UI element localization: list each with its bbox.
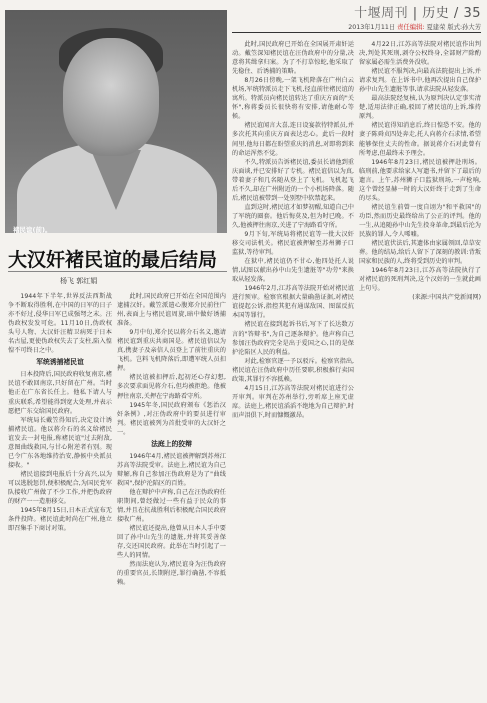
article-paragraph: 1946年2月,江苏高等法院开始对褚民谊进行预审。检察官根据大量确凿证据,对褚民谊提起公诉,指控其犯有通谋敌国、图谋反抗本国等罪行。 (232, 285, 354, 320)
article-paragraph: 1946年8月23日,江苏高等法院执行了对褚民谊的死刑判决,这个汉奸的一生就此画上句号。 (359, 267, 481, 293)
text-column-3 (232, 40, 354, 698)
portrait-photo (5, 10, 227, 233)
issue-date: 2013年1月11日 (348, 24, 396, 31)
article-paragraph: 褚民谊被扣押后,起初还心存幻想,多次要求面见蒋介石,但均被拒绝。他被押往南京,关押在宁海路看守所。 (117, 374, 226, 400)
editor-label: 责任编辑: (397, 24, 425, 31)
article-paragraph: 褚民谊还提出,他曾从日本人手中要回了孙中山先生的遗脏,并将其妥善保存,交还国民政府。此举在当时引起了一些人的同情。 (117, 525, 226, 560)
article-paragraph: 褚民谊接到电报后十分高兴,以为可以逃脱惩罚,便积极配合,为国民党军队接收广州做了不少工作,并把伪政府的财产一一造册移交。 (8, 470, 112, 506)
section-heading: 法庭上的狡辩 (151, 439, 192, 448)
article-byline: 杨飞 郭红娟 (60, 277, 98, 285)
page-divider: / (453, 6, 459, 21)
article-paragraph: 4月22日,江苏高等法院对褚民谊作出判决,判处其死刑,剥夺公权终身,全部财产除酌留家属必需生活费外没收。 (359, 41, 481, 67)
article-paragraph: 9月中旬,郑介民以蒋介石名义,邀请褚民谊到重庆共商国是。褚民谊信以为真,携妻子及亲信人员登上了前往重庆的飞机。岂料飞机降落后,即遭军统人员扣押。 (117, 329, 226, 373)
article-paragraph: 褚民谊伏法后,其遗体由家属领回,草草安葬。他的结局,给后人留下了深刻的教训:背叛国家和民族的人,终将受到历史的审判。 (359, 240, 481, 266)
page-header (348, 2, 481, 31)
article-paragraph: 9月下旬,军统局将褚民谊等一批大汉奸移交司法机关。褚民谊被押解至苏州狮子口监狱,等待审判。 (232, 230, 354, 257)
source-note: (来源:中国共产党新闻网) (412, 294, 481, 302)
header-meta (348, 22, 481, 31)
article-paragraph: 褚民谊不服判决,向最高法院提出上诉,并请求复判。在上诉书中,他再次提出自己保护孙中山先生遗脏等事,请求法院从轻发落。 (359, 68, 481, 94)
article-paragraph: 1944年下半年,世界反法西斯战争不断取得胜利,在中国的日军的日子亦不好过,侵华日军已成强弩之末。汪伪政权发发可危。11月10日,伪政权头号人物、大汉奸汪精卫病死于日本名古屋,更使伪政权失去了支柱,陷入惶惶不可终日之中。 (8, 293, 112, 355)
text-column-1 (8, 292, 112, 698)
text-column-2 (117, 292, 226, 698)
section-name: 历史 (422, 6, 450, 21)
header-title (348, 2, 481, 21)
article-paragraph: 4月15日,江苏高等法院对褚民谊进行公开审判。审判在苏州举行,旁听席上座无虚席。法庭上,褚民谊滔滔不绝地为自己辩护,时而声泪俱下,时而慷慨激昂。 (232, 384, 354, 419)
header-divider (232, 32, 481, 33)
photo-caption: 褚民谊(前)。 (13, 226, 52, 233)
article-paragraph: 在狱中,褚民谊仍不甘心,他四处托人说情,试图以献出孙中山先生遗脏等"功劳"来换取从轻发落。 (232, 258, 354, 284)
article-paragraph: 1945年8月15日,日本正式宣布无条件投降。褚民谊此时尚在广州,他立即召集手下商讨对策。 (8, 507, 112, 533)
article-paragraph: 直到这时,褚民谊才如梦初醒,知道自己中了军统的圈套。他后悔莫及,但为时已晚。不久,他被押往南京,关进了宁海路看守所。 (232, 203, 354, 229)
article-paragraph: 1945年冬,国民政府颁布《惩治汉奸条例》,对汪伪政府中的要员进行审判。褚民谊被列为首批受审的大汉奸之一。 (117, 401, 226, 436)
article-paragraph: 1946年4月,褚民谊被押解到苏州江苏高等法院受审。法庭上,褚民谊为自己辩解,称自己参加汪伪政府是为了"曲线救国",保护沦陷区的百姓。 (117, 452, 226, 487)
article-paragraph: 最高法院经复核,认为原判决认定事实清楚,适用法律正确,驳回了褚民谊的上诉,维持原判。 (359, 95, 481, 121)
article-paragraph: 褚民谊生前曾一度自诩为"和平救国"的功臣,然而历史最终给出了公正的评判。他的一生,从追随孙中山先生投身革命,到最后沦为民族的罪人,令人唏嘘。 (359, 203, 481, 238)
article-paragraph: 此时,国民政府已开始在全国范围内逮捕汉奸。戴笠派遣心腹郑介民前往广州,表面上与褚民谊周旋,暗中做好诱捕准备。 (117, 293, 226, 328)
article-paragraph: 然而法庭认为,褚民谊身为汪伪政府的重要官员,长期附逆,罪行确凿,不容抵赖。 (117, 561, 226, 587)
article-paragraph: 褚民谊得知消息后,终日惶恐不安。他的妻子陈舜贞四处奔走,托人向蒋介石求情,希望能够保住丈夫的性命。据说蒋介石对此曾有所考虑,但最终未予理会。 (359, 122, 481, 157)
article-paragraph: 褚民谊在接到起诉书后,写下了长达数万言的"答辩书",为自己逐条辩护。他声称自己参加汪伪政府完全是出于爱国之心,目的是保护沦陷区人民的利益。 (232, 321, 354, 356)
article-paragraph: 8月26日傍晚,一架飞机降落在广州白云机场,军统特派员走下飞机,径直前往褚民谊的寓所。特派员向褚民谊转达了重庆方面的"关怀",称蒋委员长很快将有安排,请他耐心等候。 (232, 77, 354, 121)
article-paragraph: 对此,检察官逐一予以驳斥。检察官指出,褚民谊在汪伪政府中历任要职,积极推行卖国政策,其罪行不容抵赖。 (232, 357, 354, 383)
article-paragraph: 此时,国民政府已开始在全国展开肃奸运动。戴笠深知褚民谊在汪伪政府中的分量,决意将其缉拿归案。为了不打草惊蛇,他采取了先稳住、后诱捕的策略。 (232, 41, 354, 76)
section-heading: 军统诱捕褚民谊 (36, 358, 84, 367)
article-paragraph: 褚民谊闻言大喜,连日设宴款待特派员,并多次托其向重庆方面表达忠心。此后一段时间里,他每日都在盼望重庆的消息,对即将到来的命运浑然不觉。 (232, 122, 354, 157)
text-column-4 (359, 40, 481, 698)
article-title: 大汉奸褚民谊的最后结局 (8, 249, 218, 271)
article-paragraph: 军统局长戴笠得知后,决定设计诱捕褚民谊。他以蒋介石的名义给褚民谊发去一封电报,称褚民谊"过去附敌,意图曲线救国,与甘心附逆者有别。现已令广东各地维持治安,静候中央派员接收。" (8, 416, 112, 469)
article-paragraph: 他在辩护中声称,自己在汪伪政府任职期间,曾经做过一些有益于民众的事情,并且在抗战胜利后积极配合国民政府接收广州。 (117, 488, 226, 524)
section-divider: | (412, 6, 418, 21)
article-paragraph: 日本投降后,国民政府收复南京,褚民谊不敢回南京,只好留在广州。当时他正在广东省长任上。他私下请人与重庆联系,希望能得到宽大处理,并表示愿把广东交给国民政府。 (8, 371, 112, 415)
publication-name: 十堰周刊 (354, 6, 409, 21)
article-paragraph: 不久,特派员告诉褚民谊,委员长请他到重庆面谈,并已安排好了专机。褚民谊信以为真,带着妻子和几名随从登上了飞机。飞机起飞后不久,却在广州附近的一个小机场降落。随后,褚民谊被带到一处别墅中软禁起来。 (232, 158, 354, 202)
article-paragraph: 1946年8月23日,褚民谊被押赴刑场。临刑前,他要求给家人写遗书,并留下了最后的遗言。上午,苏州狮子口监狱刑场,一声枪响,这个曾经显赫一时的大汉奸终于走到了生命的尽头。 (359, 158, 481, 202)
photo-figure-head (63, 38, 159, 156)
editor-names: 夏建荣 版式:孙大芳 (426, 24, 481, 31)
title-divider (8, 271, 227, 272)
page-number: 35 (463, 6, 481, 21)
